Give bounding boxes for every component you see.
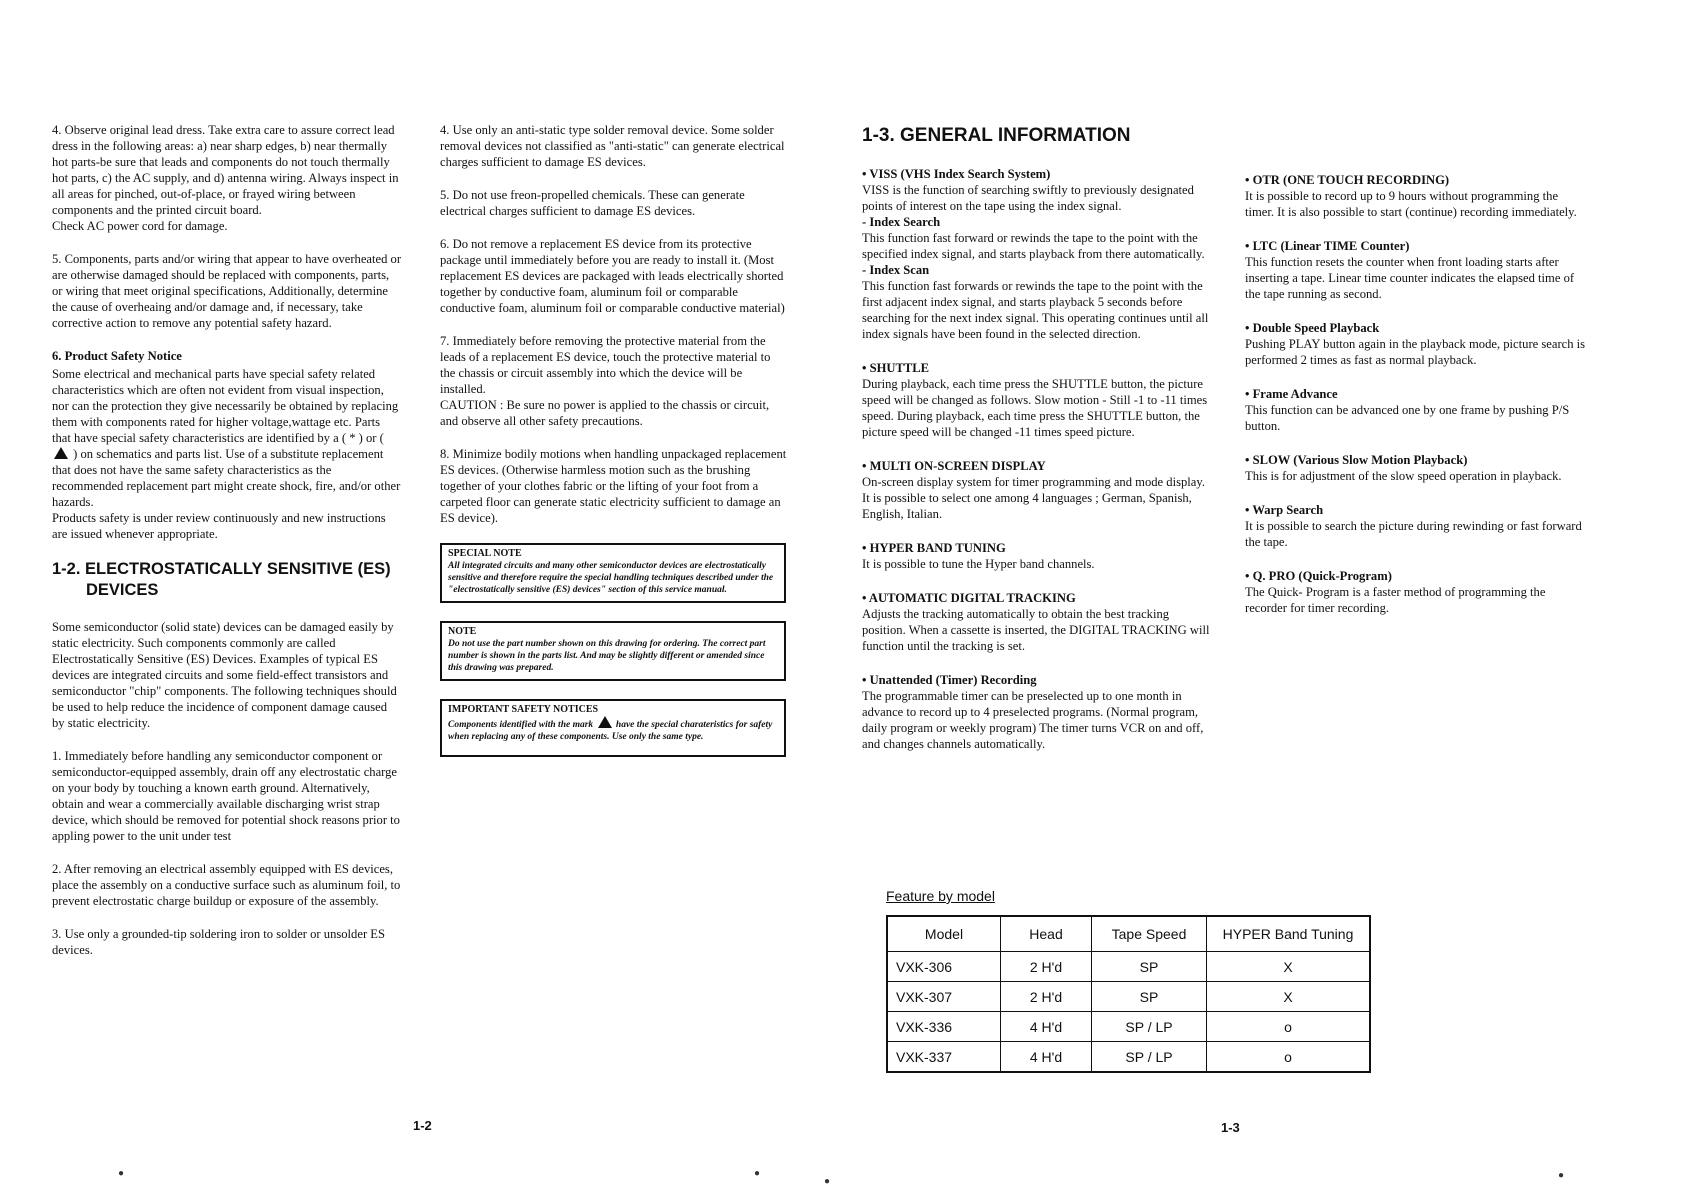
index-search-heading: - Index Search (862, 215, 941, 229)
note-title: NOTE (448, 626, 477, 637)
viss-body: VISS is the function of searching swiftly to previously designated points of interest on the tape using the index signal. (862, 183, 1194, 213)
cell-tape-speed: SP / LP (1092, 1042, 1207, 1073)
slow-body: This is for adjustment of the slow speed operation in playback. (1245, 469, 1562, 483)
hyper-band-body: It is possible to tune the Hyper band channels. (862, 557, 1095, 571)
scan-speck: ● (824, 1176, 831, 1187)
cell-head: 2 H'd (1001, 982, 1092, 1012)
table-row (887, 1042, 1370, 1073)
cell-model: VXK-336 (887, 1012, 1001, 1042)
paragraph-check-ac-cord: Check AC power cord for damage. (52, 219, 228, 233)
ltc-heading: • LTC (Linear TIME Counter) (1245, 238, 1590, 254)
cell-hyper-band: X (1207, 982, 1371, 1012)
hyper-band-heading: • HYPER BAND TUNING (862, 540, 1212, 556)
safety-notice-title: IMPORTANT SAFETY NOTICES (448, 704, 599, 715)
frame-advance-heading: • Frame Advance (1245, 386, 1590, 402)
quick-program-body: The Quick- Program is a faster method of programming the recorder for timer recording. (1245, 585, 1546, 615)
header-model: Model (887, 916, 1001, 952)
shuttle-body: During playback, each time press the SHUTTLE button, the picture speed will be changed as follows. Slow motion - Still -1 to -11 times speed. During playback, each time press the SHUTTLE button, the picture speed will be changed -11 times speed picture. (862, 377, 1208, 439)
warp-search-body: It is possible to search the picture during rewinding or fast forward the tape. (1245, 519, 1582, 549)
es-section-title: 1-2. ELECTROSTATICALLY SENSITIVE (ES) DEVICES (52, 560, 391, 599)
special-note-body: All integrated circuits and many other semiconductor devices are electrostatically sensitive and therefore require the special handling techniques described under the "electrostatically sensitive (ES) devices" section of this service manual. (448, 561, 774, 595)
paragraph-es-5: 5. Do not use freon-propelled chemicals. These can generate electrical charges sufficient to damage ES devices. (440, 188, 745, 218)
shuttle-heading: • SHUTTLE (862, 360, 1212, 376)
right-column-2 (1245, 172, 1590, 634)
right-column-1 (862, 125, 1212, 770)
paragraph-lead-dress: 4. Observe original lead dress. Take extra care to assure correct lead dress in the following areas: a) near sharp edges, b) near thermally hot parts-be sure that leads and components do not touch thermally hot parts, c) the AC supply, and d) antenna wiring. Always inspect in all areas for pinched, out-of-place, or frayed wiring between components and the printed circuit board. (52, 123, 399, 217)
cell-head: 2 H'd (1001, 952, 1092, 982)
header-head: Head (1001, 916, 1092, 952)
paragraph-es-intro: Some semiconductor (solid state) devices can be damaged easily by static electricity. Such components commonly are called Electrostatically Sensitive (ES) Devices. Examples of typical ES devices are integrated circuits and some field-effect transistors and semiconductor "chip" components. The following techniques should be used to help reduce the incidence of component damage caused by static electricity. (52, 620, 397, 730)
general-information-title: 1-3. GENERAL INFORMATION (862, 125, 1131, 146)
osd-heading: • MULTI ON-SCREEN DISPLAY (862, 458, 1212, 474)
feature-table-caption: Feature by model (886, 888, 995, 904)
note-body: Do not use the part number shown on this drawing for ordering. The correct part number is shown in the parts list. And may be slightly different or amended since this drawing was prepared. (448, 639, 766, 673)
cell-hyper-band: X (1207, 952, 1371, 982)
paragraph-caution: CAUTION : Be sure no power is applied to the chassis or circuit, and observe all other safety precautions. (440, 398, 770, 428)
header-tape-speed: Tape Speed (1092, 916, 1207, 952)
paragraph-safety-review: Products safety is under review continuously and new instructions are issued whenever appropriate. (52, 511, 386, 541)
special-note-box (440, 543, 786, 603)
cell-tape-speed: SP (1092, 952, 1207, 982)
cell-model: VXK-307 (887, 982, 1001, 1012)
frame-advance-body: This function can be advanced one by one frame by pushing P/S button. (1245, 403, 1570, 433)
warning-triangle-icon (598, 716, 612, 728)
double-speed-heading: • Double Speed Playback (1245, 320, 1590, 336)
cell-hyper-band: o (1207, 1042, 1371, 1073)
paragraph-product-safety: Some electrical and mechanical parts have special safety related characteristics which are often not evident from visual inspection, nor can the protection they give necessarily be obtained by replacing them with components rated for higher voltage,wattage etc. Parts that have special safety characteristics are identified by a ( * ) or ( ) on schematics and parts list. Use of a substitute replacement that does not have the same safety characteristics as the recommended replacement part might create shock, fire, and/or other hazards. (52, 367, 401, 509)
quick-program-heading: • Q. PRO (Quick-Program) (1245, 568, 1590, 584)
feature-table (886, 915, 1371, 1073)
safety-notice-body: Components identified with the mark have the special charateristics for safety when replacing any of these components. Use only the same type. (448, 716, 778, 743)
viss-heading: • VISS (VHS Index Search System) (862, 166, 1212, 182)
warning-triangle-icon (54, 447, 68, 459)
otr-heading: • OTR (ONE TOUCH RECORDING) (1245, 172, 1590, 188)
page-number-right: 1-3 (1221, 1120, 1240, 1135)
cell-tape-speed: SP (1092, 982, 1207, 1012)
feature-warp-search (1245, 502, 1590, 550)
scan-speck: ● (118, 1168, 125, 1179)
scan-speck: ● (1558, 1170, 1565, 1181)
index-scan-body: This function fast forwards or rewinds the tape to the point with the first adjacent index signal, and starts playback 5 seconds before searching for the next index signal. This operating continues until all index signals have been found in the selected direction. (862, 279, 1209, 341)
paragraph-es-3: 3. Use only a grounded-tip soldering iron to solder or unsolder ES devices. (52, 927, 385, 957)
digital-tracking-heading: • AUTOMATIC DIGITAL TRACKING (862, 590, 1212, 606)
table-header-row (887, 916, 1370, 952)
feature-otr (1245, 172, 1590, 220)
left-column-1 (52, 122, 402, 975)
otr-body: It is possible to record up to 9 hours without programming the timer. It is also possible to start (continue) recording immediately. (1245, 189, 1577, 219)
cell-head: 4 H'd (1001, 1042, 1092, 1073)
paragraph-es-7: 7. Immediately before removing the protective material from the leads of a replacement ES device, touch the protective material to the chassis or circuit assembly into which the device will be installed. (440, 334, 771, 396)
timer-recording-heading: • Unattended (Timer) Recording (862, 672, 1212, 688)
ltc-body: This function resets the counter when front loading starts after inserting a tape. Linear time counter indicates the elapsed time of the tape running as second. (1245, 255, 1575, 301)
feature-timer-recording (862, 672, 1212, 752)
feature-quick-program (1245, 568, 1590, 616)
index-scan-heading: - Index Scan (862, 263, 930, 277)
scan-speck: ● (754, 1168, 761, 1179)
safety-notice-box (440, 699, 786, 757)
note-box (440, 621, 786, 681)
feature-hyper-band (862, 540, 1212, 572)
index-search-body: This function fast forward or rewinds the tape to the point with the specified index signal, and starts playback from there automatically. (862, 231, 1205, 261)
cell-model: VXK-306 (887, 952, 1001, 982)
feature-double-speed (1245, 320, 1590, 368)
feature-osd (862, 458, 1212, 522)
double-speed-body: Pushing PLAY button again in the playback mode, picture search is performed 2 times as fast as normal playback. (1245, 337, 1586, 367)
cell-tape-speed: SP / LP (1092, 1012, 1207, 1042)
cell-hyper-band: o (1207, 1012, 1371, 1042)
feature-ltc (1245, 238, 1590, 302)
feature-frame-advance (1245, 386, 1590, 434)
paragraph-es-6: 6. Do not remove a replacement ES device from its protective package until immediately before you are ready to install it. (Most replacement ES devices are packaged with leads electrically shorted together by conductive foam, aluminum foil or comparable conductive foam, aluminum foil or comparable conductive material) (440, 237, 785, 315)
feature-shuttle (862, 360, 1212, 440)
table-row (887, 952, 1370, 982)
table-row (887, 1012, 1370, 1042)
feature-slow (1245, 452, 1590, 484)
cell-head: 4 H'd (1001, 1012, 1092, 1042)
digital-tracking-body: Adjusts the tracking automatically to obtain the best tracking position. When a cassette is inserted, the DIGITAL TRACKING will function until the tracking is set. (862, 607, 1210, 653)
page-number-left: 1-2 (413, 1118, 432, 1133)
header-hyper-band: HYPER Band Tuning (1207, 916, 1371, 952)
feature-digital-tracking (862, 590, 1212, 654)
special-note-title: SPECIAL NOTE (448, 548, 522, 559)
timer-recording-body: The programmable timer can be preselected up to one month in advance to record up to 4 preselected programs. (Normal program, daily program or weekly program) The timer turns VCR on and off, and changes channels automatically. (862, 689, 1204, 751)
table-row (887, 982, 1370, 1012)
paragraph-es-4: 4. Use only an anti-static type solder removal device. Some solder removal devices not classified as "anti-static" can generate electrical charges sufficient to damage ES devices. (440, 123, 785, 169)
paragraph-es-2: 2. After removing an electrical assembly equipped with ES devices, place the assembly on a conductive surface such as aluminum foil, to prevent electrostatic charge buildup or exposure of the assembly. (52, 862, 401, 908)
left-column-2 (440, 122, 788, 775)
paragraph-es-1: 1. Immediately before handling any semiconductor component or semiconductor-equipped assembly, drain off any electrostatic charge on your body by touching a known earth ground. Alternatively, obtain and wear a commercially available discharging wrist strap device, which should be removed for potential shock reasons prior to appling power to the unit under test (52, 749, 400, 843)
slow-heading: • SLOW (Various Slow Motion Playback) (1245, 452, 1590, 468)
cell-model: VXK-337 (887, 1042, 1001, 1073)
product-safety-heading: 6. Product Safety Notice (52, 349, 182, 363)
feature-viss (862, 166, 1212, 342)
osd-body: On-screen display system for timer programming and mode display. It is possible to select one among 4 languages ; German, Spanish, English, Italian. (862, 475, 1205, 521)
warp-search-heading: • Warp Search (1245, 502, 1590, 518)
paragraph-es-8: 8. Minimize bodily motions when handling unpackaged replacement ES devices. (Otherwise harmless motion such as the brushing together of your clothes fabric or the lifting of your foot from a carpeted floor can generate static electricity sufficient to damage an ES device). (440, 447, 787, 525)
paragraph-overheated-parts: 5. Components, parts and/or wiring that appear to have overheated or are otherwise damaged should be replaced with components, parts, or wiring that meet original specifications, Additionally, determine the cause of overheaing and/or damage and, if necessary, take corrective action to remove any potential safety hazard. (52, 252, 402, 330)
